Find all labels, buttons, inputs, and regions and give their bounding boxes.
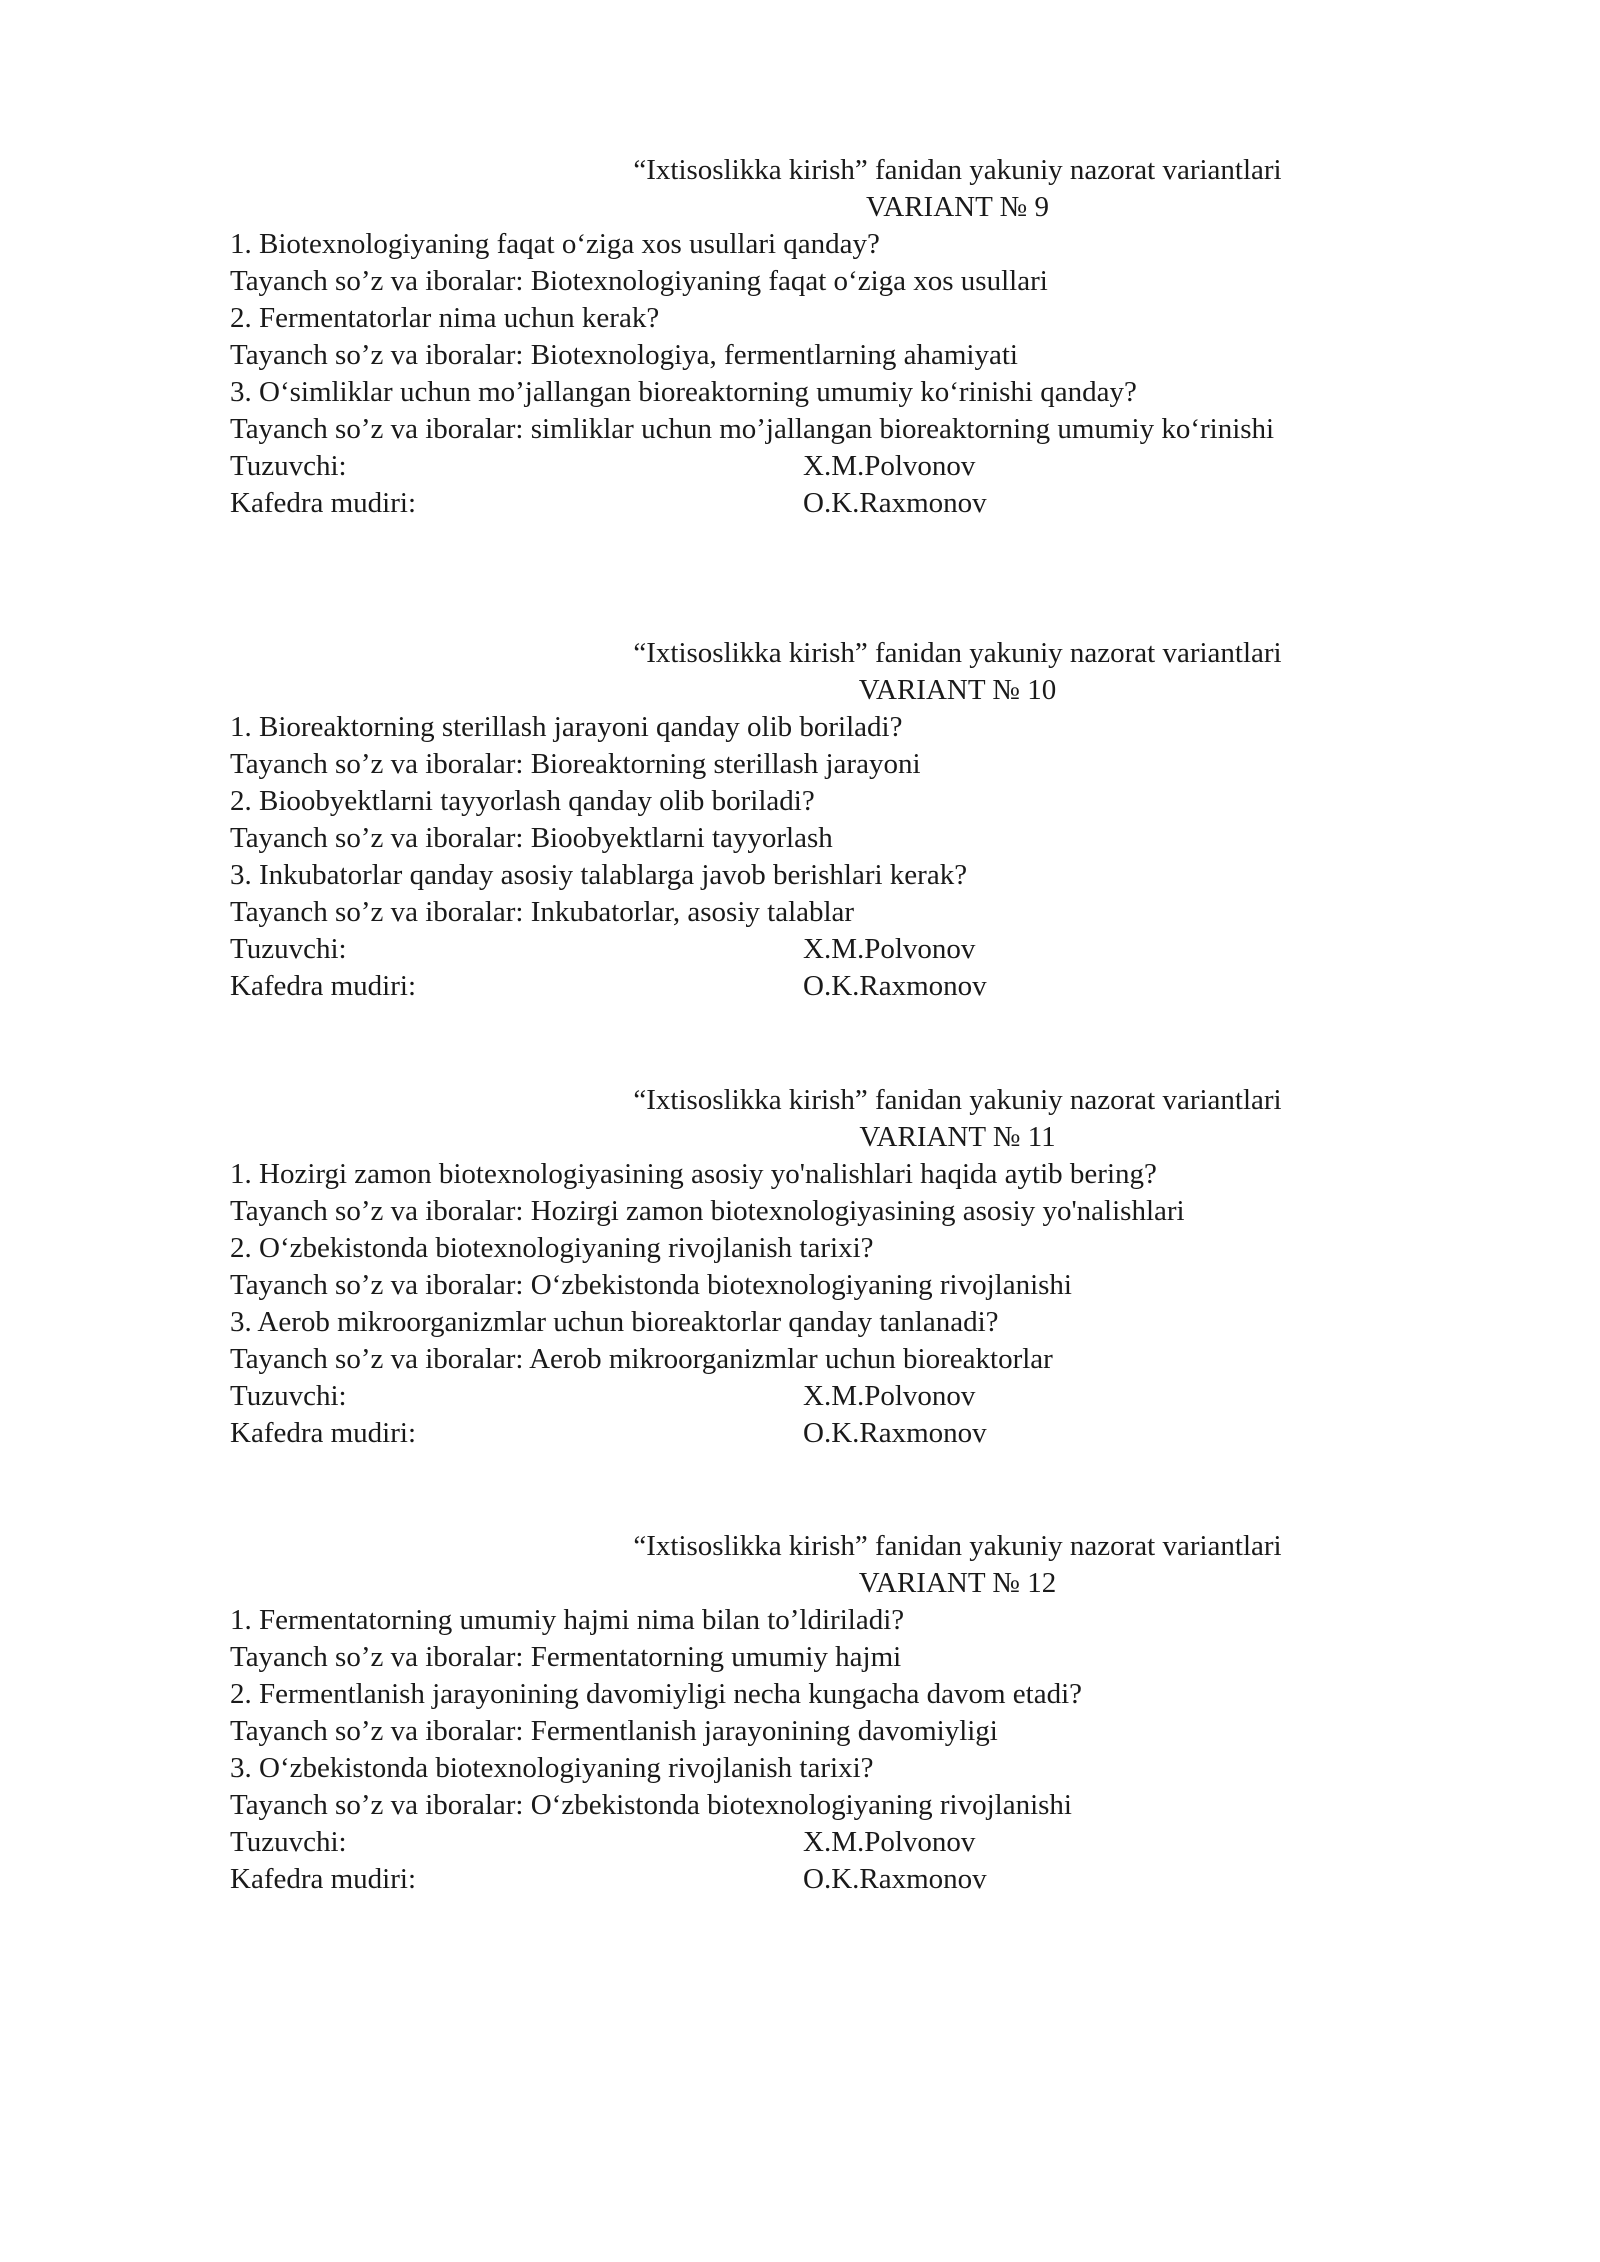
head-name: O.K.Raxmonov — [803, 1863, 987, 1895]
head-label: Kafedra mudiri: — [230, 970, 417, 1002]
question-1: 1. Biotexnologiyaning faqat o‘ziga xos usullari qanday? — [230, 228, 880, 260]
compiler-label: Tuzuvchi: — [230, 1826, 347, 1858]
keywords-1: Tayanch so’z va iboralar: Fermentatorning umumiy hajmi — [230, 1641, 902, 1673]
compiler-label: Tuzuvchi: — [230, 450, 347, 482]
variant-number: VARIANT № 11 — [859, 1121, 1056, 1153]
compiler-name: X.M.Polvonov — [803, 933, 976, 965]
compiler-row — [230, 1824, 1490, 1861]
question-2: 2. Bioobyektlarni tayyorlash qanday olib boriladi? — [230, 785, 815, 817]
variant-block — [230, 1082, 1490, 1452]
head-label: Kafedra mudiri: — [230, 1417, 417, 1449]
variant-number: VARIANT № 12 — [858, 1567, 1057, 1599]
variant-heading: “Ixtisoslikka kirish” fanidan yakuniy nazorat variantlari — [633, 1084, 1282, 1116]
question-2: 2. O‘zbekistonda biotexnologiyaning rivojlanish tarixi? — [230, 1232, 874, 1264]
compiler-name: X.M.Polvonov — [803, 1826, 976, 1858]
head-name: O.K.Raxmonov — [803, 970, 987, 1002]
question-3: 3. O‘simliklar uchun mo’jallangan bioreaktorning umumiy ko‘rinishi qanday? — [230, 376, 1137, 408]
head-row — [230, 1861, 1490, 1898]
variant-heading: “Ixtisoslikka kirish” fanidan yakuniy nazorat variantlari — [633, 637, 1282, 669]
keywords-2: Tayanch so’z va iboralar: Biotexnologiya, fermentlarning ahamiyati — [230, 339, 1018, 371]
keywords-3: Tayanch so’z va iboralar: O‘zbekistonda biotexnologiyaning rivojlanishi — [230, 1789, 1072, 1821]
compiler-label: Tuzuvchi: — [230, 1380, 347, 1412]
variant-number: VARIANT № 9 — [866, 191, 1049, 223]
head-row — [230, 968, 1490, 1005]
keywords-2: Tayanch so’z va iboralar: O‘zbekistonda biotexnologiyaning rivojlanishi — [230, 1269, 1072, 1301]
keywords-1: Tayanch so’z va iboralar: Biotexnologiyaning faqat o‘ziga xos usullari — [230, 265, 1048, 297]
compiler-row — [230, 448, 1490, 485]
variant-block — [230, 152, 1490, 522]
compiler-row — [230, 1378, 1490, 1415]
question-1: 1. Bioreaktorning sterillash jarayoni qanday olib boriladi? — [230, 711, 903, 743]
keywords-3: Tayanch so’z va iboralar: Inkubatorlar, asosiy talablar — [230, 896, 855, 928]
variant-block — [230, 1528, 1490, 1898]
compiler-label: Tuzuvchi: — [230, 933, 347, 965]
question-1: 1. Hozirgi zamon biotexnologiyasining asosiy yo'nalishlari haqida aytib bering? — [230, 1158, 1157, 1190]
keywords-3: Tayanch so’z va iboralar: simliklar uchun mo’jallangan bioreaktorning umumiy ko‘rinishi — [230, 413, 1275, 445]
keywords-2: Tayanch so’z va iboralar: Fermentlanish jarayonining davomiyligi — [230, 1715, 998, 1747]
compiler-row — [230, 931, 1490, 968]
keywords-1: Tayanch so’z va iboralar: Bioreaktorning sterillash jarayoni — [230, 748, 921, 780]
variant-number: VARIANT № 10 — [858, 674, 1057, 706]
keywords-2: Tayanch so’z va iboralar: Bioobyektlarni tayyorlash — [230, 822, 833, 854]
question-2: 2. Fermentlanish jarayonining davomiyligi necha kungacha davom etadi? — [230, 1678, 1083, 1710]
question-3: 3. Aerob mikroorganizmlar uchun bioreaktorlar qanday tanlanadi? — [230, 1306, 999, 1338]
question-3: 3. Inkubatorlar qanday asosiy talablarga javob berishlari kerak? — [230, 859, 968, 891]
keywords-1: Tayanch so’z va iboralar: Hozirgi zamon biotexnologiyasining asosiy yo'nalishlari — [230, 1195, 1185, 1227]
variant-heading: “Ixtisoslikka kirish” fanidan yakuniy nazorat variantlari — [633, 1530, 1282, 1562]
head-row — [230, 1415, 1490, 1452]
compiler-name: X.M.Polvonov — [803, 450, 976, 482]
variant-heading: “Ixtisoslikka kirish” fanidan yakuniy nazorat variantlari — [633, 154, 1282, 186]
head-row — [230, 485, 1490, 522]
head-label: Kafedra mudiri: — [230, 487, 417, 519]
head-name: O.K.Raxmonov — [803, 1417, 987, 1449]
variant-block — [230, 635, 1490, 1005]
question-1: 1. Fermentatorning umumiy hajmi nima bilan to’ldiriladi? — [230, 1604, 905, 1636]
keywords-3: Tayanch so’z va iboralar: Aerob mikroorganizmlar uchun bioreaktorlar — [230, 1343, 1053, 1375]
head-name: O.K.Raxmonov — [803, 487, 987, 519]
question-2: 2. Fermentatorlar nima uchun kerak? — [230, 302, 660, 334]
question-3: 3. O‘zbekistonda biotexnologiyaning rivojlanish tarixi? — [230, 1752, 874, 1784]
head-label: Kafedra mudiri: — [230, 1863, 417, 1895]
compiler-name: X.M.Polvonov — [803, 1380, 976, 1412]
